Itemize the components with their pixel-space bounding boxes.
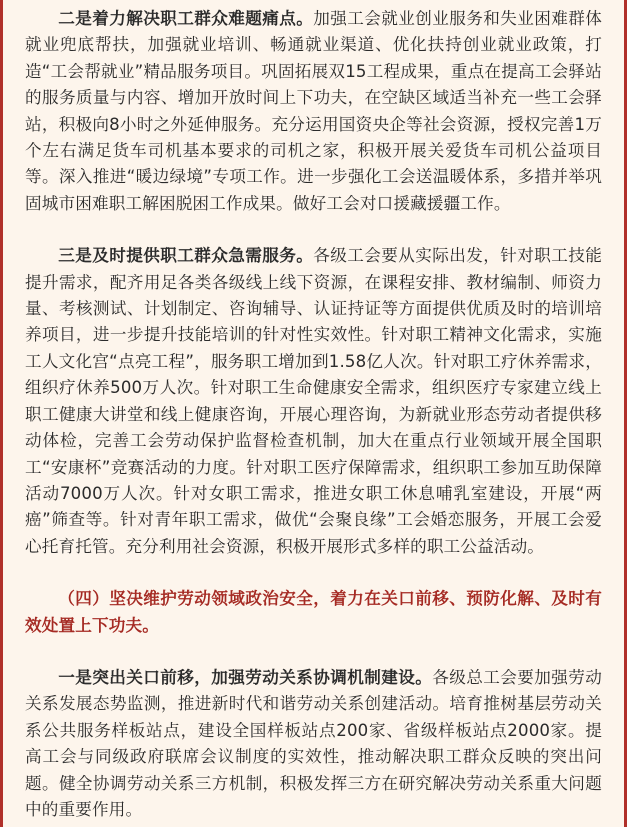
paragraph-body: 各级工会要从实际出发，针对职工技能提升需求，配齐用足各类各级线上线下资源，在课程安排、教材编制、师资力量、考核测试、计划制定、咨询辅导、认证持证等方面提供优质及时的培训培养项目，进一步提升技能培训的针对性实效性。针对职工精神文化需求，实施工人文化宫“点亮工程”，服务职工增加到1.58亿人次。针对职工疗休养需求，组织疗休养500万人次。针对职工生命健康安全需求，组织医疗专家建立线上职工健康大讲堂和线上健康咨询，开展心理咨询，为新就业形态劳动者提供移动体检，完善工会劳动保护监督检查机制，加大在重点行业领域开展全国职工“安康杯”竞赛活动的力度。针对职工医疗保障需求，组织职工参加互助保障活动7000万人次。针对女职工需求，推进女职工休息哺乳室建设，开展“两癌”筛查等。针对青年职工需求，做优“会聚良缘”工会婚恋服务，开展工会爱心托育托管。充分利用社会资源，积极开展形式多样的职工公益活动。 xyxy=(25,246,602,556)
section-heading-text: （四）坚决维护劳动领域政治安全，着力在关口前移、预防化解、及时有效处置上下功夫。 xyxy=(25,589,602,635)
paragraph-lead: 三是及时提供职工群众急需服务。 xyxy=(58,246,314,266)
paragraph-lead: 一是突出关口前移，加强劳动关系协调机制建设。 xyxy=(58,667,433,687)
paragraph-body: 加强工会就业创业服务和失业困难群体就业兜底帮扶，加强就业培训、畅通就业渠道、优化扶持创业就业政策，打造“工会帮就业”精品服务项目。巩固拓展双15工程成果，重点在提高工会驿站的服务质量与内容、增加开放时间上下功夫，在空缺区域适当补充一些工会驿站，积极向8小时之外延伸服务。充分运用国资央企等社会资源，授权完善1万个左右满足货车司机基本要求的司机之家，积极开展关爱货车司机公益项目等。深入推进“暖边绿境”专项工作。进一步强化工会送温暖体系，多措并举巩固城市困难职工解困脱困工作成果。做好工会对口援藏援疆工作。 xyxy=(25,9,602,213)
paragraph-first-point xyxy=(25,665,602,823)
paragraph-body: 各级总工会要加强劳动关系发展态势监测，推进新时代和谐劳动关系创建活动。培育推树基层劳动关系公共服务样板站点，建设全国样板站点200家、省级样板站点2000家。提高工会与同级政府联席会议制度的实效性，推动解决职工群众反映的突出问题。健全协调劳动关系三方机制，积极发挥三方在研究解决劳动关系重大问题中的重要作用。 xyxy=(25,667,602,819)
section-heading xyxy=(25,586,602,639)
paragraph-lead: 二是着力解决职工群众难题痛点。 xyxy=(58,9,314,28)
paragraph-second-point xyxy=(25,6,602,217)
paragraph-third-point xyxy=(25,243,602,560)
